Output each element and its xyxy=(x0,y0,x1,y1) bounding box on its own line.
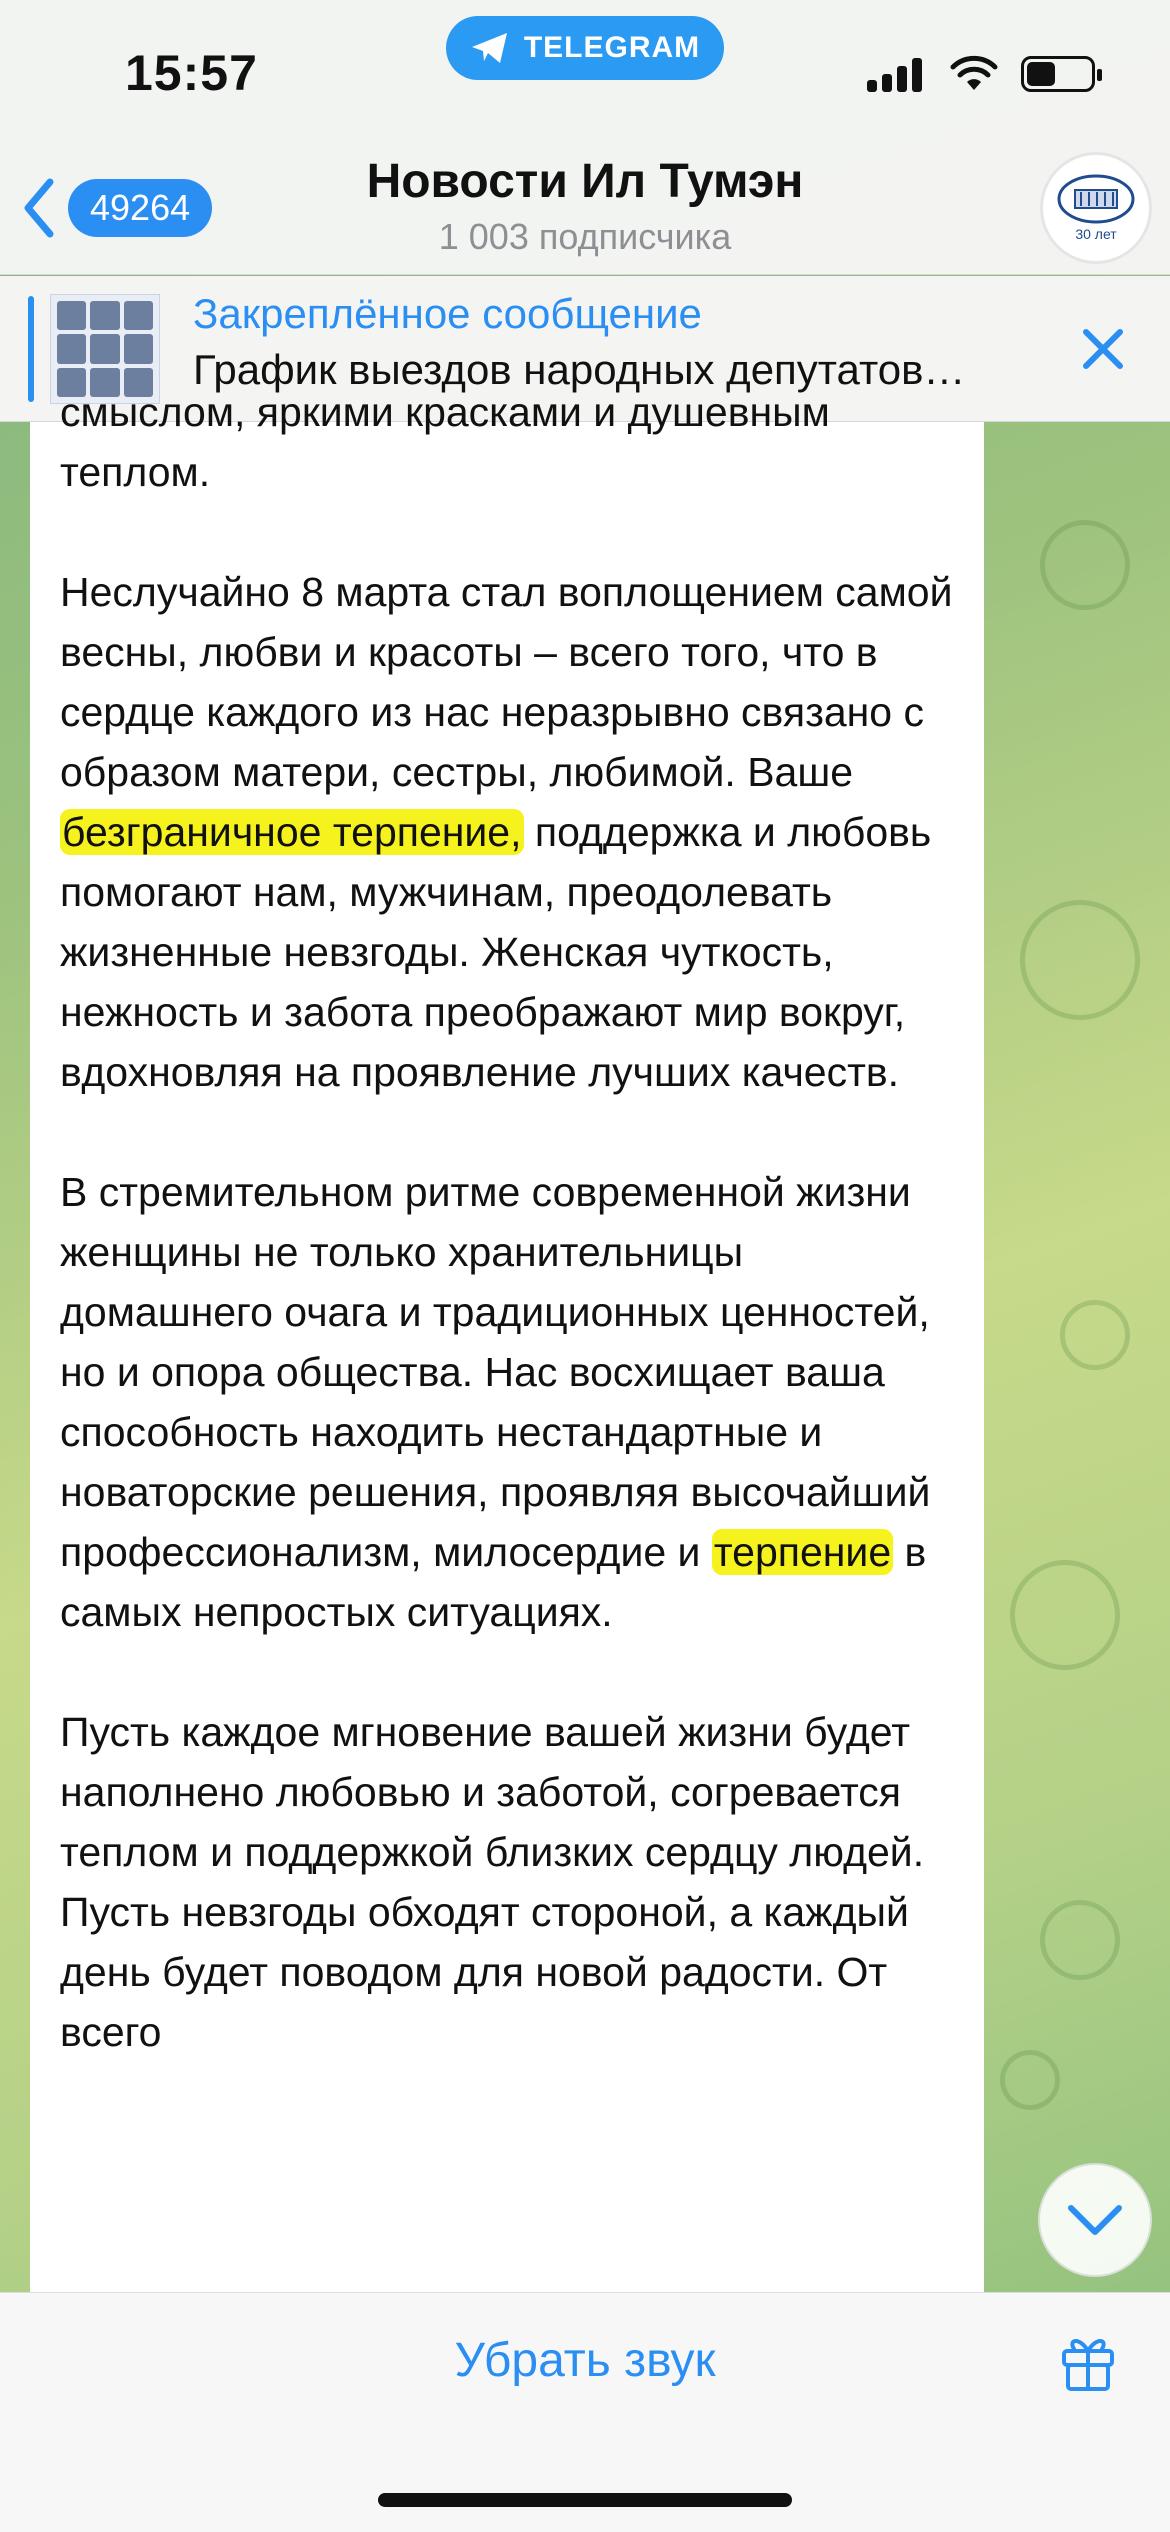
text-run: в самых непростых ситуациях. xyxy=(60,1529,927,1635)
status-icons xyxy=(867,56,1095,92)
message-paragraph: Пусть каждое мгновение вашей жизни будет наполнено любовью и заботой, согревается теплом и поддержкой близких сердцу людей. Пусть невзгоды обходят стороной, а каждый день будет поводом для новой радости. От всего xyxy=(60,1709,925,2055)
text-run: поддержка и любовь помогают нам, мужчинам, преодолевать жизненные невзгоды. Женская чуткость, нежность и забота преображают мир вокруг, вдохновляя на проявление лучших качеств. xyxy=(60,809,932,1095)
return-to-telegram-pill[interactable] xyxy=(446,16,724,80)
message-paragraph xyxy=(60,1162,960,1642)
bottom-bar xyxy=(0,2292,1170,2532)
battery-icon xyxy=(1021,56,1095,92)
unread-count-badge: 49264 xyxy=(68,179,212,237)
avatar-caption: 30 лет xyxy=(1075,226,1117,242)
chevron-down-icon xyxy=(1065,2202,1125,2238)
highlighted-text: терпение xyxy=(713,1529,892,1575)
mute-button[interactable]: Убрать звук xyxy=(454,2334,716,2387)
wifi-icon xyxy=(949,56,999,92)
scroll-down-button[interactable] xyxy=(1038,2163,1152,2277)
telegram-label: TELEGRAM xyxy=(523,31,701,64)
pinned-accent-line xyxy=(28,296,34,402)
close-icon[interactable] xyxy=(1076,322,1130,376)
message-paragraph xyxy=(60,562,960,1102)
pinned-heading: Закреплённое сообщение xyxy=(193,290,702,337)
message-bubble[interactable] xyxy=(30,389,984,2292)
home-indicator xyxy=(378,2493,792,2507)
channel-title[interactable]: Новости Ил Тумэн xyxy=(366,155,804,208)
navigation-header xyxy=(0,0,1170,275)
status-time: 15:57 xyxy=(125,45,258,101)
message-paragraph: смыслом, яркими красками и душевным теплом. xyxy=(60,389,830,495)
gift-icon[interactable] xyxy=(1058,2329,1118,2393)
message-text xyxy=(60,382,960,2122)
pinned-preview-text: График выездов народных депутатов… xyxy=(193,346,966,393)
subscriber-count: 1 003 подписчика xyxy=(438,216,732,257)
paper-plane-icon xyxy=(470,31,510,65)
channel-avatar[interactable] xyxy=(1040,152,1152,264)
parliament-emblem-icon xyxy=(1057,174,1135,224)
highlighted-text: безграничное терпение, xyxy=(62,809,522,855)
text-run: В стремительном ритме современной жизни женщины не только хранительницы домашнего очага и традиционных ценностей, но и опора общества. Нас восхищает ваша способность находить нестандартные и новаторские решения, проявляя высочайший профессионализм, милосердие и xyxy=(60,1169,931,1575)
signal-icon xyxy=(867,58,927,92)
text-run: Неслучайно 8 марта стал воплощением самой весны, любви и красоты – всего того, что в сердце каждого из нас неразрывно связано с образом матери, сестры, любимой. Ваше xyxy=(60,569,953,795)
